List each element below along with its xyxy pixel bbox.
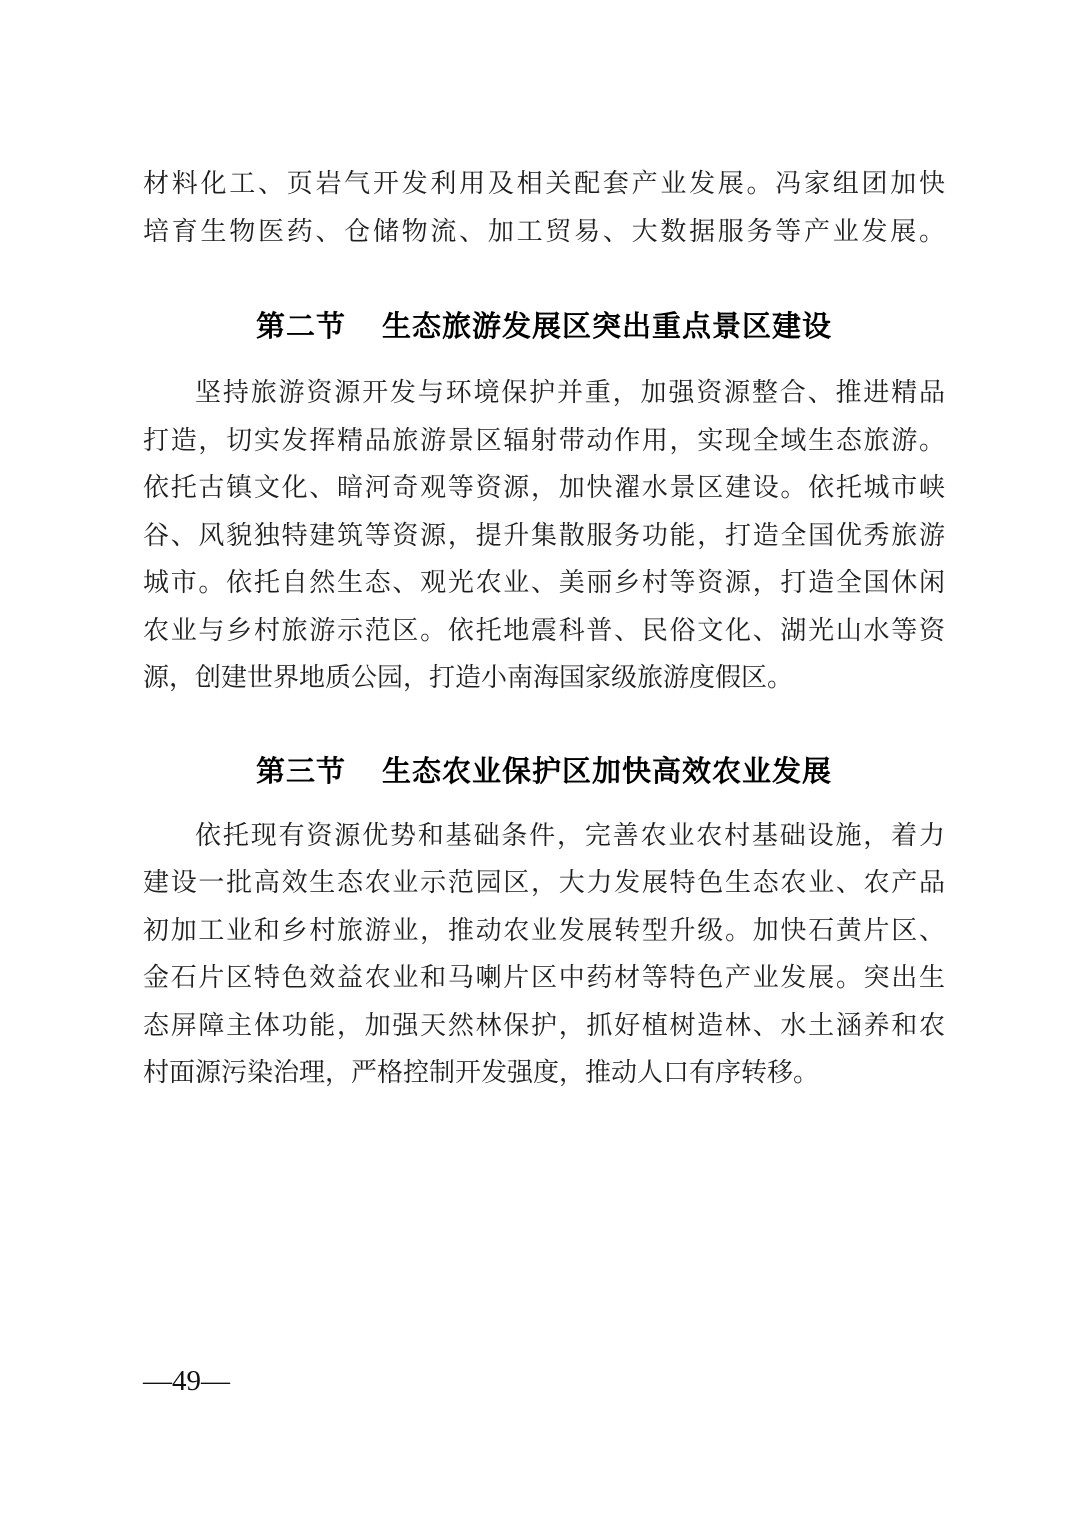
text-line: 谷、风貌独特建筑等资源，提升集散服务功能，打造全国优秀旅游 [143, 520, 945, 550]
text-line: 依托古镇文化、暗河奇观等资源，加快濯水景区建设。依托城市峡 [143, 473, 945, 502]
document-content [143, 160, 945, 1097]
footer-page-number: —49— [143, 1365, 230, 1397]
text-line: 源，创建世界地质公园，打造小南海国家级旅游度假区。 [143, 663, 794, 692]
text-line: 依托现有资源优势和基础条件，完善农业农村基础设施，着力 [195, 820, 945, 850]
section-2-number: 第二节 [255, 311, 346, 343]
text-line: 培育生物医药、仓储物流、加工贸易、大数据服务等产业发展。 [143, 216, 945, 246]
text-line: 坚持旅游资源开发与环境保护并重，加强资源整合、推进精品 [195, 378, 945, 407]
section-3-number: 第三节 [255, 755, 346, 788]
text-line: 金石片区特色效益农业和马喇片区中药材等特色产业发展。突出生 [143, 963, 945, 992]
text-line: 城市。依托自然生态、观光农业、美丽乡村等资源，打造全国休闲 [143, 568, 945, 597]
intro-paragraph [143, 160, 945, 255]
text-line: 农业与乡村旅游示范区。依托地震科普、民俗文化、湖光山水等资 [143, 615, 945, 645]
section-2-heading [143, 303, 945, 351]
text-line: 态屏障主体功能，加强天然林保护，抓好植树造林、水土涵养和农 [143, 1010, 945, 1040]
section-3-title: 生态农业保护区加快高效农业发展 [382, 755, 833, 788]
section-3-heading [143, 748, 945, 796]
text-line: 建设一批高效生态农业示范园区，大力发展特色生态农业、农产品 [143, 868, 945, 897]
text-line: 材料化工、页岩气开发利用及相关配套产业发展。冯家组团加快 [143, 169, 945, 198]
text-line: 打造，切实发挥精品旅游景区辐射带动作用，实现全域生态旅游。 [143, 425, 945, 455]
section-2-title: 生态旅游发展区突出重点景区建设 [382, 311, 833, 343]
section-2-paragraph [143, 369, 945, 702]
text-line: 村面源污染治理，严格控制开发强度，推动人口有序转移。 [143, 1058, 820, 1087]
section-3-paragraph [143, 812, 945, 1097]
text-line: 初加工业和乡村旅游业，推动农业发展转型升级。加快石黄片区、 [143, 915, 945, 945]
